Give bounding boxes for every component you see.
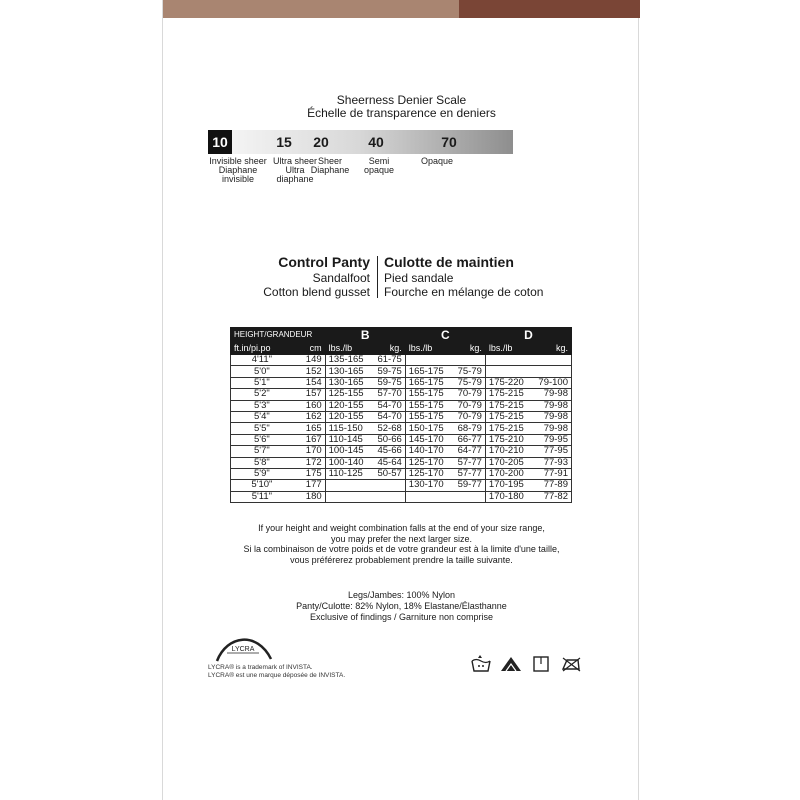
- d-kg-cell: [531, 366, 571, 377]
- b-lbs-cell: 135-165: [325, 355, 371, 366]
- b-lbs-cell: 100-140: [325, 457, 371, 468]
- c-kg-cell: 59-77: [451, 480, 485, 491]
- height-ft-cell: 5'11": [231, 491, 293, 502]
- d-lbs-cell: 175-215: [485, 423, 531, 434]
- b-kg-cell: 50-66: [371, 434, 405, 445]
- table-row: [231, 457, 572, 468]
- c-kg-cell: 57-77: [451, 468, 485, 479]
- b-kg-cell: 45-64: [371, 457, 405, 468]
- scale-label-opaque: Opaque: [420, 156, 454, 166]
- scale-label-block: Invisible sheer Diaphane invisible: [209, 156, 267, 184]
- line-dry-icon: [530, 655, 552, 673]
- lycra-logo: [213, 629, 273, 663]
- sheerness-scale-bar: [208, 130, 513, 154]
- sheerness-scale-title: [163, 94, 640, 120]
- b-lbs-cell: [325, 480, 371, 491]
- product-line2-en: Sandalfoot: [312, 271, 370, 285]
- d-kg-cell: 77-89: [531, 480, 571, 491]
- b-kg-header: kg.: [371, 342, 405, 355]
- height-ft-cell: 5'8": [231, 457, 293, 468]
- c-kg-cell: 75-79: [451, 377, 485, 388]
- d-kg-cell: 77-91: [531, 468, 571, 479]
- d-kg-cell: 79-100: [531, 377, 571, 388]
- note-line: you may prefer the next larger size.: [330, 533, 473, 544]
- fabric-line: Exclusive of findings / Garniture non comprise: [309, 612, 494, 622]
- b-kg-cell: 57-70: [371, 389, 405, 400]
- d-kg-cell: 79-98: [531, 423, 571, 434]
- table-row: [231, 491, 572, 502]
- b-lbs-cell: [325, 491, 371, 502]
- size-chart-table: [230, 327, 572, 503]
- c-lbs-cell: 125-170: [405, 468, 451, 479]
- scale-label-sheer: Sheer Diaphane: [310, 156, 350, 175]
- height-ft-cell: 5'10": [231, 480, 293, 491]
- height-ft-cell: 5'6": [231, 434, 293, 445]
- scale-label-ultra: Ultra sheer Ultra diaphane: [272, 156, 317, 184]
- c-lbs-cell: 150-175: [405, 423, 451, 434]
- c-lbs-cell: 165-175: [405, 366, 451, 377]
- product-line2-fr: Pied sandale: [384, 271, 454, 285]
- height-ft-cell: 5'1": [231, 377, 293, 388]
- scale-value-40: 40: [368, 134, 384, 150]
- color-band-dark: [459, 0, 640, 18]
- table-row: [231, 423, 572, 434]
- product-name-en: Control Panty: [278, 254, 370, 270]
- b-kg-cell: 54-70: [371, 411, 405, 422]
- product-line3-en: Cotton blend gusset: [263, 285, 370, 299]
- c-kg-cell: 57-77: [451, 457, 485, 468]
- height-ft-cell: 5'5": [231, 423, 293, 434]
- height-ft-cell: 5'2": [231, 389, 293, 400]
- b-lbs-cell: 115-150: [325, 423, 371, 434]
- d-kg-cell: 79-98: [531, 389, 571, 400]
- d-lbs-cell: [485, 366, 531, 377]
- height-ft-cell: 5'0": [231, 366, 293, 377]
- fabric-line: Legs/Jambes: 100% Nylon: [347, 590, 456, 600]
- c-kg-cell: [451, 355, 485, 366]
- b-kg-cell: 54-70: [371, 400, 405, 411]
- product-line3-fr: Fourche en mélange de coton: [384, 285, 544, 299]
- c-kg-cell: 68-79: [451, 423, 485, 434]
- height-cm-cell: 149: [293, 355, 325, 366]
- b-kg-cell: [371, 480, 405, 491]
- scale-value-15: 15: [276, 134, 292, 150]
- c-lbs-cell: [405, 355, 451, 366]
- c-lbs-cell: [405, 491, 451, 502]
- b-lbs-cell: 110-145: [325, 434, 371, 445]
- height-cm-cell: 162: [293, 411, 325, 422]
- d-kg-cell: [531, 355, 571, 366]
- c-kg-cell: 70-79: [451, 411, 485, 422]
- color-band-light: [163, 0, 459, 18]
- height-ft-cell: 5'4": [231, 411, 293, 422]
- height-ft-cell: 5'9": [231, 468, 293, 479]
- d-lbs-cell: 170-180: [485, 491, 531, 502]
- b-lbs-cell: 130-165: [325, 377, 371, 388]
- c-lbs-cell: 155-175: [405, 389, 451, 400]
- color-band: [163, 0, 640, 18]
- d-lbs-cell: 170-195: [485, 480, 531, 491]
- b-lbs-cell: 110-125: [325, 468, 371, 479]
- product-name-fr: Culotte de maintien: [384, 254, 514, 270]
- d-kg-cell: 77-82: [531, 491, 571, 502]
- product-heading: [163, 254, 640, 302]
- b-lbs-cell: 130-165: [325, 366, 371, 377]
- height-cm-cell: 167: [293, 434, 325, 445]
- size-chart-body: [231, 355, 572, 503]
- c-kg-header: kg.: [451, 342, 485, 355]
- c-kg-cell: 70-79: [451, 400, 485, 411]
- c-kg-cell: 75-79: [451, 366, 485, 377]
- c-kg-cell: 64-77: [451, 446, 485, 457]
- d-lbs-cell: 175-215: [485, 411, 531, 422]
- b-kg-cell: 45-66: [371, 446, 405, 457]
- size-group-b: B: [325, 328, 405, 342]
- b-kg-cell: 59-75: [371, 377, 405, 388]
- height-ft-cell: 5'3": [231, 400, 293, 411]
- lycra-line: LYCRA® est une marque déposée de INVISTA.: [208, 671, 346, 679]
- b-kg-cell: 50-57: [371, 468, 405, 479]
- unit-cm-header: cm: [293, 342, 325, 355]
- note-line: vous préférerez probablement prendre la taille suivante.: [290, 554, 513, 565]
- table-row: [231, 468, 572, 479]
- d-kg-cell: 79-98: [531, 400, 571, 411]
- table-row: [231, 480, 572, 491]
- c-lbs-header: lbs./lb: [405, 342, 451, 355]
- table-row: [231, 400, 572, 411]
- size-note: [163, 523, 640, 565]
- size-group-c: C: [405, 328, 485, 342]
- c-lbs-cell: 145-170: [405, 434, 451, 445]
- d-lbs-cell: 175-215: [485, 400, 531, 411]
- d-lbs-header: lbs./lb: [485, 342, 531, 355]
- c-lbs-cell: 155-175: [405, 411, 451, 422]
- hand-wash-icon: [470, 655, 492, 673]
- d-kg-cell: 77-95: [531, 446, 571, 457]
- note-line: If your height and weight combination falls at the end of your size range,: [258, 523, 545, 533]
- height-cm-cell: 157: [293, 389, 325, 400]
- height-ft-cell: 5'7": [231, 446, 293, 457]
- height-cm-cell: 175: [293, 468, 325, 479]
- height-cm-cell: 180: [293, 491, 325, 502]
- size-group-d: D: [485, 328, 571, 342]
- scale-title-en: Sheerness Denier Scale: [336, 93, 467, 107]
- b-kg-cell: 52-68: [371, 423, 405, 434]
- unit-ft-header: ft.in/pi.po: [231, 342, 293, 355]
- scale-label-semi: Semi opaque: [363, 156, 395, 175]
- d-lbs-cell: [485, 355, 531, 366]
- d-lbs-cell: 170-200: [485, 468, 531, 479]
- height-cm-cell: 170: [293, 446, 325, 457]
- d-kg-header: kg.: [531, 342, 571, 355]
- c-lbs-cell: 125-170: [405, 457, 451, 468]
- b-lbs-header: lbs./lb: [325, 342, 371, 355]
- lycra-trademark: [208, 664, 345, 679]
- height-ft-cell: 4'11": [231, 355, 293, 366]
- b-kg-cell: 59-75: [371, 366, 405, 377]
- c-kg-cell: 66-77: [451, 434, 485, 445]
- non-chlorine-bleach-icon: [500, 655, 522, 673]
- table-row: [231, 411, 572, 422]
- table-row: [231, 434, 572, 445]
- b-lbs-cell: 120-155: [325, 400, 371, 411]
- lycra-line: LYCRA® is a trademark of INVISTA.: [208, 664, 313, 671]
- c-lbs-cell: 155-175: [405, 400, 451, 411]
- table-row: [231, 366, 572, 377]
- table-row: [231, 446, 572, 457]
- d-lbs-cell: 170-205: [485, 457, 531, 468]
- fabric-content: [163, 590, 640, 623]
- height-cm-cell: 152: [293, 366, 325, 377]
- b-lbs-cell: 120-155: [325, 411, 371, 422]
- c-kg-cell: 70-79: [451, 389, 485, 400]
- c-lbs-cell: 140-170: [405, 446, 451, 457]
- c-kg-cell: [451, 491, 485, 502]
- product-info-fr: [384, 254, 543, 299]
- c-lbs-cell: 130-170: [405, 480, 451, 491]
- d-kg-cell: 79-98: [531, 411, 571, 422]
- table-row: [231, 355, 572, 366]
- height-cm-cell: 154: [293, 377, 325, 388]
- b-kg-cell: 61-75: [371, 355, 405, 366]
- height-cm-cell: 172: [293, 457, 325, 468]
- b-kg-cell: [371, 491, 405, 502]
- product-divider: [377, 256, 378, 298]
- b-lbs-cell: 100-145: [325, 446, 371, 457]
- table-row: [231, 389, 572, 400]
- d-lbs-cell: 175-220: [485, 377, 531, 388]
- scale-value-70: 70: [441, 134, 457, 150]
- b-lbs-cell: 125-155: [325, 389, 371, 400]
- d-lbs-cell: 170-210: [485, 446, 531, 457]
- d-kg-cell: 77-93: [531, 457, 571, 468]
- height-cm-cell: 177: [293, 480, 325, 491]
- care-symbols: [470, 655, 582, 673]
- height-cm-cell: 165: [293, 423, 325, 434]
- scale-value-20: 20: [313, 134, 329, 150]
- packaging-panel: [162, 0, 639, 800]
- note-line: Si la combinaison de votre poids et de votre grandeur est à la limite d'une taille,: [243, 544, 560, 554]
- scale-value-10: 10: [208, 130, 232, 154]
- product-info-en: [263, 254, 370, 299]
- c-lbs-cell: 165-175: [405, 377, 451, 388]
- d-kg-cell: 79-95: [531, 434, 571, 445]
- d-lbs-cell: 175-210: [485, 434, 531, 445]
- lycra-logo-text: LYCRA: [231, 646, 255, 653]
- d-lbs-cell: 175-215: [485, 389, 531, 400]
- table-row: [231, 377, 572, 388]
- height-cm-cell: 160: [293, 400, 325, 411]
- fabric-line: Panty/Culotte: 82% Nylon, 18% Elastane/Élasthanne: [296, 601, 507, 611]
- scale-title-fr: Échelle de transparence en deniers: [307, 106, 496, 120]
- do-not-iron-icon: [560, 655, 582, 673]
- height-header: HEIGHT/GRANDEUR: [231, 328, 326, 342]
